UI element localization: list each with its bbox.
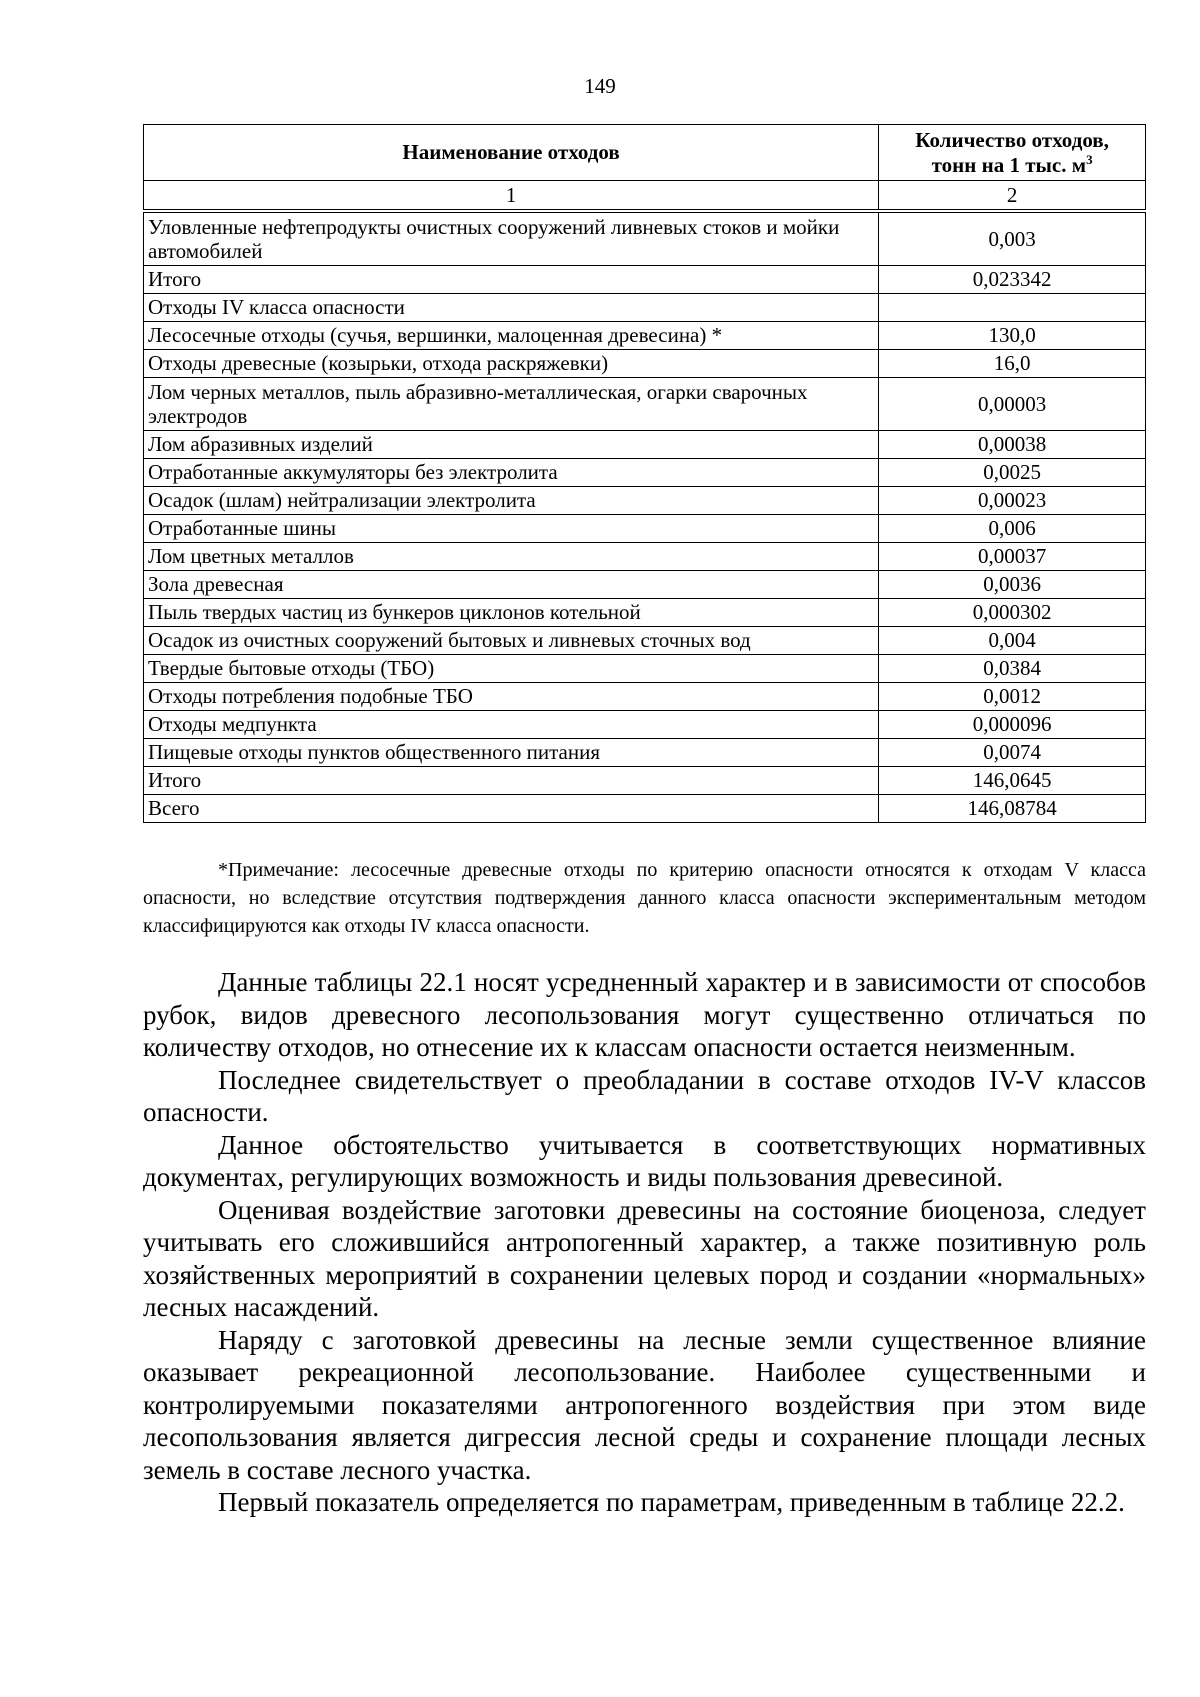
waste-name-cell: Лесосечные отходы (сучья, вершинки, малоценная древесина) * [144,322,879,350]
waste-value-cell: 0,00003 [879,378,1146,431]
waste-value-cell: 130,0 [879,322,1146,350]
table-row [144,599,1146,627]
waste-value-cell: 0,0036 [879,571,1146,599]
waste-name-cell: Отходы потребления подобные ТБО [144,683,879,711]
waste-name-cell: Отходы медпункта [144,711,879,739]
waste-name-cell: Лом абразивных изделий [144,431,879,459]
table-header-row [144,125,1146,181]
header-waste-name: Наименование отходов [144,125,879,181]
table-row [144,350,1146,378]
table-row [144,459,1146,487]
paragraph: Оценивая воздействие заготовки древесины на состояние биоценоза, следует учитывать его сложившийся антропогенный характер, а также позитивную роль хозяйственных мероприятий в сохранении целевых пород и создании «нормальных» лесных насаждений. [143,1194,1146,1322]
waste-name-cell: Отходы IV класса опасности [144,294,879,322]
table-row [144,571,1146,599]
waste-name-cell: Зола древесная [144,571,879,599]
waste-value-cell: 0,003 [879,211,1146,266]
waste-name-cell: Осадок из очистных сооружений бытовых и ливневых сточных вод [144,627,879,655]
paragraph: Данные таблицы 22.1 носят усредненный характер и в зависимости от способов рубок, видов древесного лесопользования могут существенно отличаться по количеству отходов, но отнесение их к классам опасности остается неизменным. [143,967,1146,1062]
waste-name-cell: Твердые бытовые отходы (ТБО) [144,655,879,683]
column-number: 2 [879,181,1146,212]
waste-name-cell: Пыль твердых частиц из бункеров циклонов котельной [144,599,879,627]
waste-value-cell: 0,000302 [879,599,1146,627]
waste-name-cell: Итого [144,767,879,795]
waste-value-cell: 0,0384 [879,655,1146,683]
table-row [144,739,1146,767]
table-footnote [143,856,1146,940]
waste-value-cell: 0,00023 [879,487,1146,515]
waste-value-cell [879,294,1146,322]
table-row [144,795,1146,823]
table-row [144,266,1146,294]
waste-value-cell: 146,08784 [879,795,1146,823]
table-row [144,543,1146,571]
waste-name-cell: Осадок (шлам) нейтрализации электролита [144,487,879,515]
table-row [144,655,1146,683]
paragraph: Наряду с заготовкой древесины на лесные земли существенное влияние оказывает рекреационной лесопользование. Наиболее существенными и контролируемыми показателями антропогенного воздействия при этом виде лесопользования является дигрессия лесной среды и сохранение площади лесных земель в составе лесного участка. [143,1324,1146,1485]
paragraph: Данное обстоятельство учитывается в соответствующих нормативных документах, регулирующих возможность и виды пользования древесиной. [143,1129,1146,1192]
table-row [144,294,1146,322]
header-amount-sup: 3 [1086,151,1093,167]
footnote-text: *Примечание: лесосечные древесные отходы по критерию опасности относятся к отходам V класса опасности, но вследствие отсутствия подтверждения данного класса опасности экспериментальным методом классифицируются как отходы IV класса опасности. [143,859,1146,937]
waste-value-cell: 0,00038 [879,431,1146,459]
waste-value-cell: 146,0645 [879,767,1146,795]
paragraph: Первый показатель определяется по параметрам, приведенным в таблице 22.2. [218,1487,1125,1517]
table-row [144,767,1146,795]
waste-name-cell: Отходы древесные (козырьки, отхода раскряжевки) [144,350,879,378]
waste-name-cell: Всего [144,795,879,823]
page-number: 149 [584,74,616,98]
paragraph: Последнее свидетельствует о преобладании в составе отходов IV-V классов опасности. [143,1064,1146,1127]
waste-name-cell: Уловленные нефтепродукты очистных сооружений ливневых стоков и мойки автомобилей [144,211,879,266]
waste-name-cell: Итого [144,266,879,294]
table-row [144,711,1146,739]
body-text [143,966,1146,1519]
waste-value-cell: 0,0025 [879,459,1146,487]
waste-name-cell: Отработанные аккумуляторы без электролита [144,459,879,487]
column-number-row [144,181,1146,212]
waste-value-cell: 0,023342 [879,266,1146,294]
waste-value-cell: 0,0074 [879,739,1146,767]
table-row [144,515,1146,543]
table-row [144,211,1146,266]
header-waste-amount [879,125,1146,181]
table-row [144,627,1146,655]
waste-name-cell: Отработанные шины [144,515,879,543]
table-row [144,431,1146,459]
waste-value-cell: 0,004 [879,627,1146,655]
waste-table [143,124,1146,823]
table-row [144,322,1146,350]
waste-name-cell: Лом черных металлов, пыль абразивно-металлическая, огарки сварочных электродов [144,378,879,431]
table-row [144,378,1146,431]
column-number: 1 [144,181,879,212]
header-amount-line1: Количество отходов, [915,128,1109,153]
table-row [144,487,1146,515]
waste-value-cell: 16,0 [879,350,1146,378]
waste-value-cell: 0,000096 [879,711,1146,739]
waste-value-cell: 0,0012 [879,683,1146,711]
header-amount-line2: тонн на 1 тыс. м [931,152,1087,177]
waste-value-cell: 0,006 [879,515,1146,543]
table-row [144,683,1146,711]
waste-name-cell: Пищевые отходы пунктов общественного питания [144,739,879,767]
waste-value-cell: 0,00037 [879,543,1146,571]
waste-name-cell: Лом цветных металлов [144,543,879,571]
